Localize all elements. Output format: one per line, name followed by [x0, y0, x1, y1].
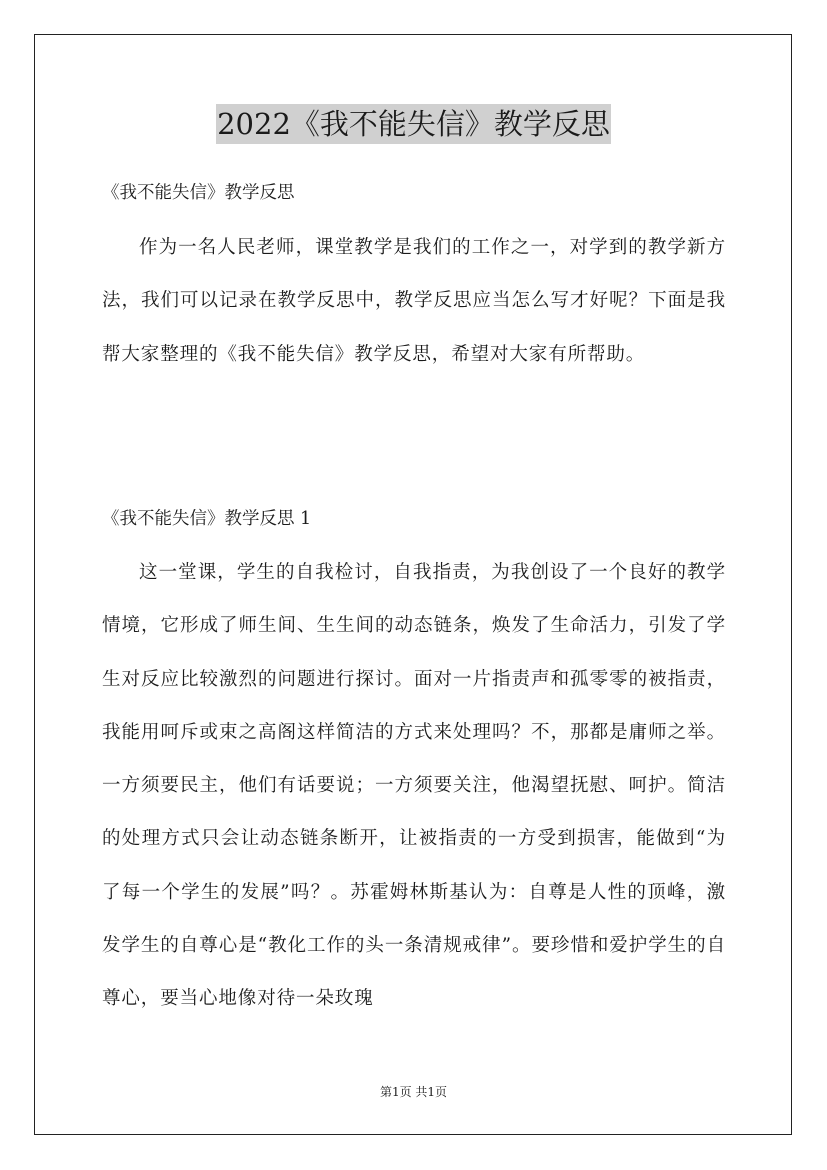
document-title-text: 2022《我不能失信》教学反思 [216, 104, 611, 144]
section-1-paragraph: 这一堂课，学生的自我检讨，自我指责，为我创设了一个良好的教学情境，它形成了师生间、生生间的动态链条，焕发了生命活力，引发了学生对反应比较激烈的问题进行探讨。面对一片指责声和孤零零的被指责，我能用呵斥或束之高阁这样简洁的方式来处理吗？不，那都是庸师之举。一方须要民主，他们有话要说；一方须要关注，他渴望抚慰、呵护。简洁的处理方式只会让动态链条断开，让被指责的一方受到损害，能做到“为了每一个学生的发展”吗？。苏霍姆林斯基认为：自尊是人性的顶峰，激发学生的自尊心是“教化工作的头一条清规戒律”。要珍惜和爱护学生的自尊心，要当心地像对待一朵玫瑰 [102, 562, 726, 1010]
page-footer: 第1页 共1页 [379, 1085, 448, 1099]
document-subtitle: 《我不能失信》教学反思 [102, 183, 295, 203]
section-1-heading: 《我不能失信》教学反思 1 [102, 509, 312, 529]
document-title [0, 103, 827, 144]
intro-paragraph: 作为一名人民老师，课堂教学是我们的工作之一，对学到的教学新方法，我们可以记录在教学反思中，教学反思应当怎么写才好呢？下面是我帮大家整理的《我不能失信》教学反思，希望对大家有所帮助。 [102, 237, 726, 365]
